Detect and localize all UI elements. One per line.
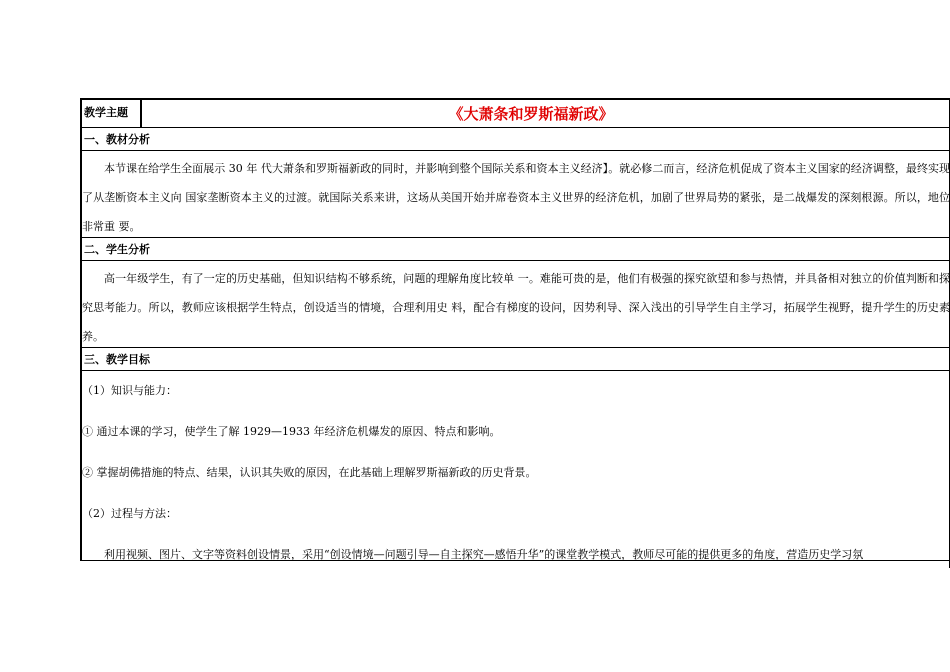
lesson-plan-table: [80, 98, 950, 561]
goal-item: （1）知识与能力：: [82, 384, 177, 397]
goal-item: 利用视频、图片、文字等资料创设情景，采用“创设情境—问题引导—自主探究—感悟升华”的课堂教学模式，教师尽可能的提供更多的角度，营造历史学习氛: [104, 548, 864, 561]
goals-heading: 三、教学目标: [82, 348, 950, 371]
goal-item: ② 掌握胡佛措施的特点、结果，认识其失败的原因，在此基础上理解罗斯福新政的历史背景。: [82, 466, 537, 479]
materials-text: 本节课在给学生全面展示 30 年 代大萧条和罗斯福新政的同时，并影响到整个国际关系和资本主义经济】。就必修二而言，经济危机促成了资本主义国家的经济调整，最终实现了从垄断资本主义向 国家垄断资本主义的过渡。就国际关系来讲，这场从美国开始并席卷资本主义世界的经济危机，加剧了世界局势的紧张，是二战爆发的深刻根源。所以，地位非常重 要。: [82, 151, 950, 238]
students-text: 高一年级学生，有了一定的历史基础，但知识结构不够系统，问题的理解角度比较单 一。难能可贵的是，他们有极强的探究欲望和参与热情，并具备相对独立的价值判断和探究思考能力。所以，教师应该根据学生特点，创设适当的情境，合理利用史 料，配合有梯度的设问，因势利导、深入浅出的引导学生自主学习，拓展学生视野，提升学生的历史素养。: [82, 261, 950, 348]
students-heading: 二、学生分析: [82, 238, 950, 261]
topic-label: 教学主题: [82, 100, 142, 127]
materials-heading: 一、教材分析: [82, 128, 950, 151]
goal-item: ① 通过本课的学习，使学生了解 1929—1933 年经济危机爆发的原因、特点和影响。: [82, 425, 501, 438]
goal-item: （2）过程与方法：: [82, 507, 177, 520]
title-row: [82, 100, 950, 128]
lesson-title: 《大萧条和罗斯福新政》: [448, 105, 614, 123]
goals-content: [82, 371, 950, 561]
